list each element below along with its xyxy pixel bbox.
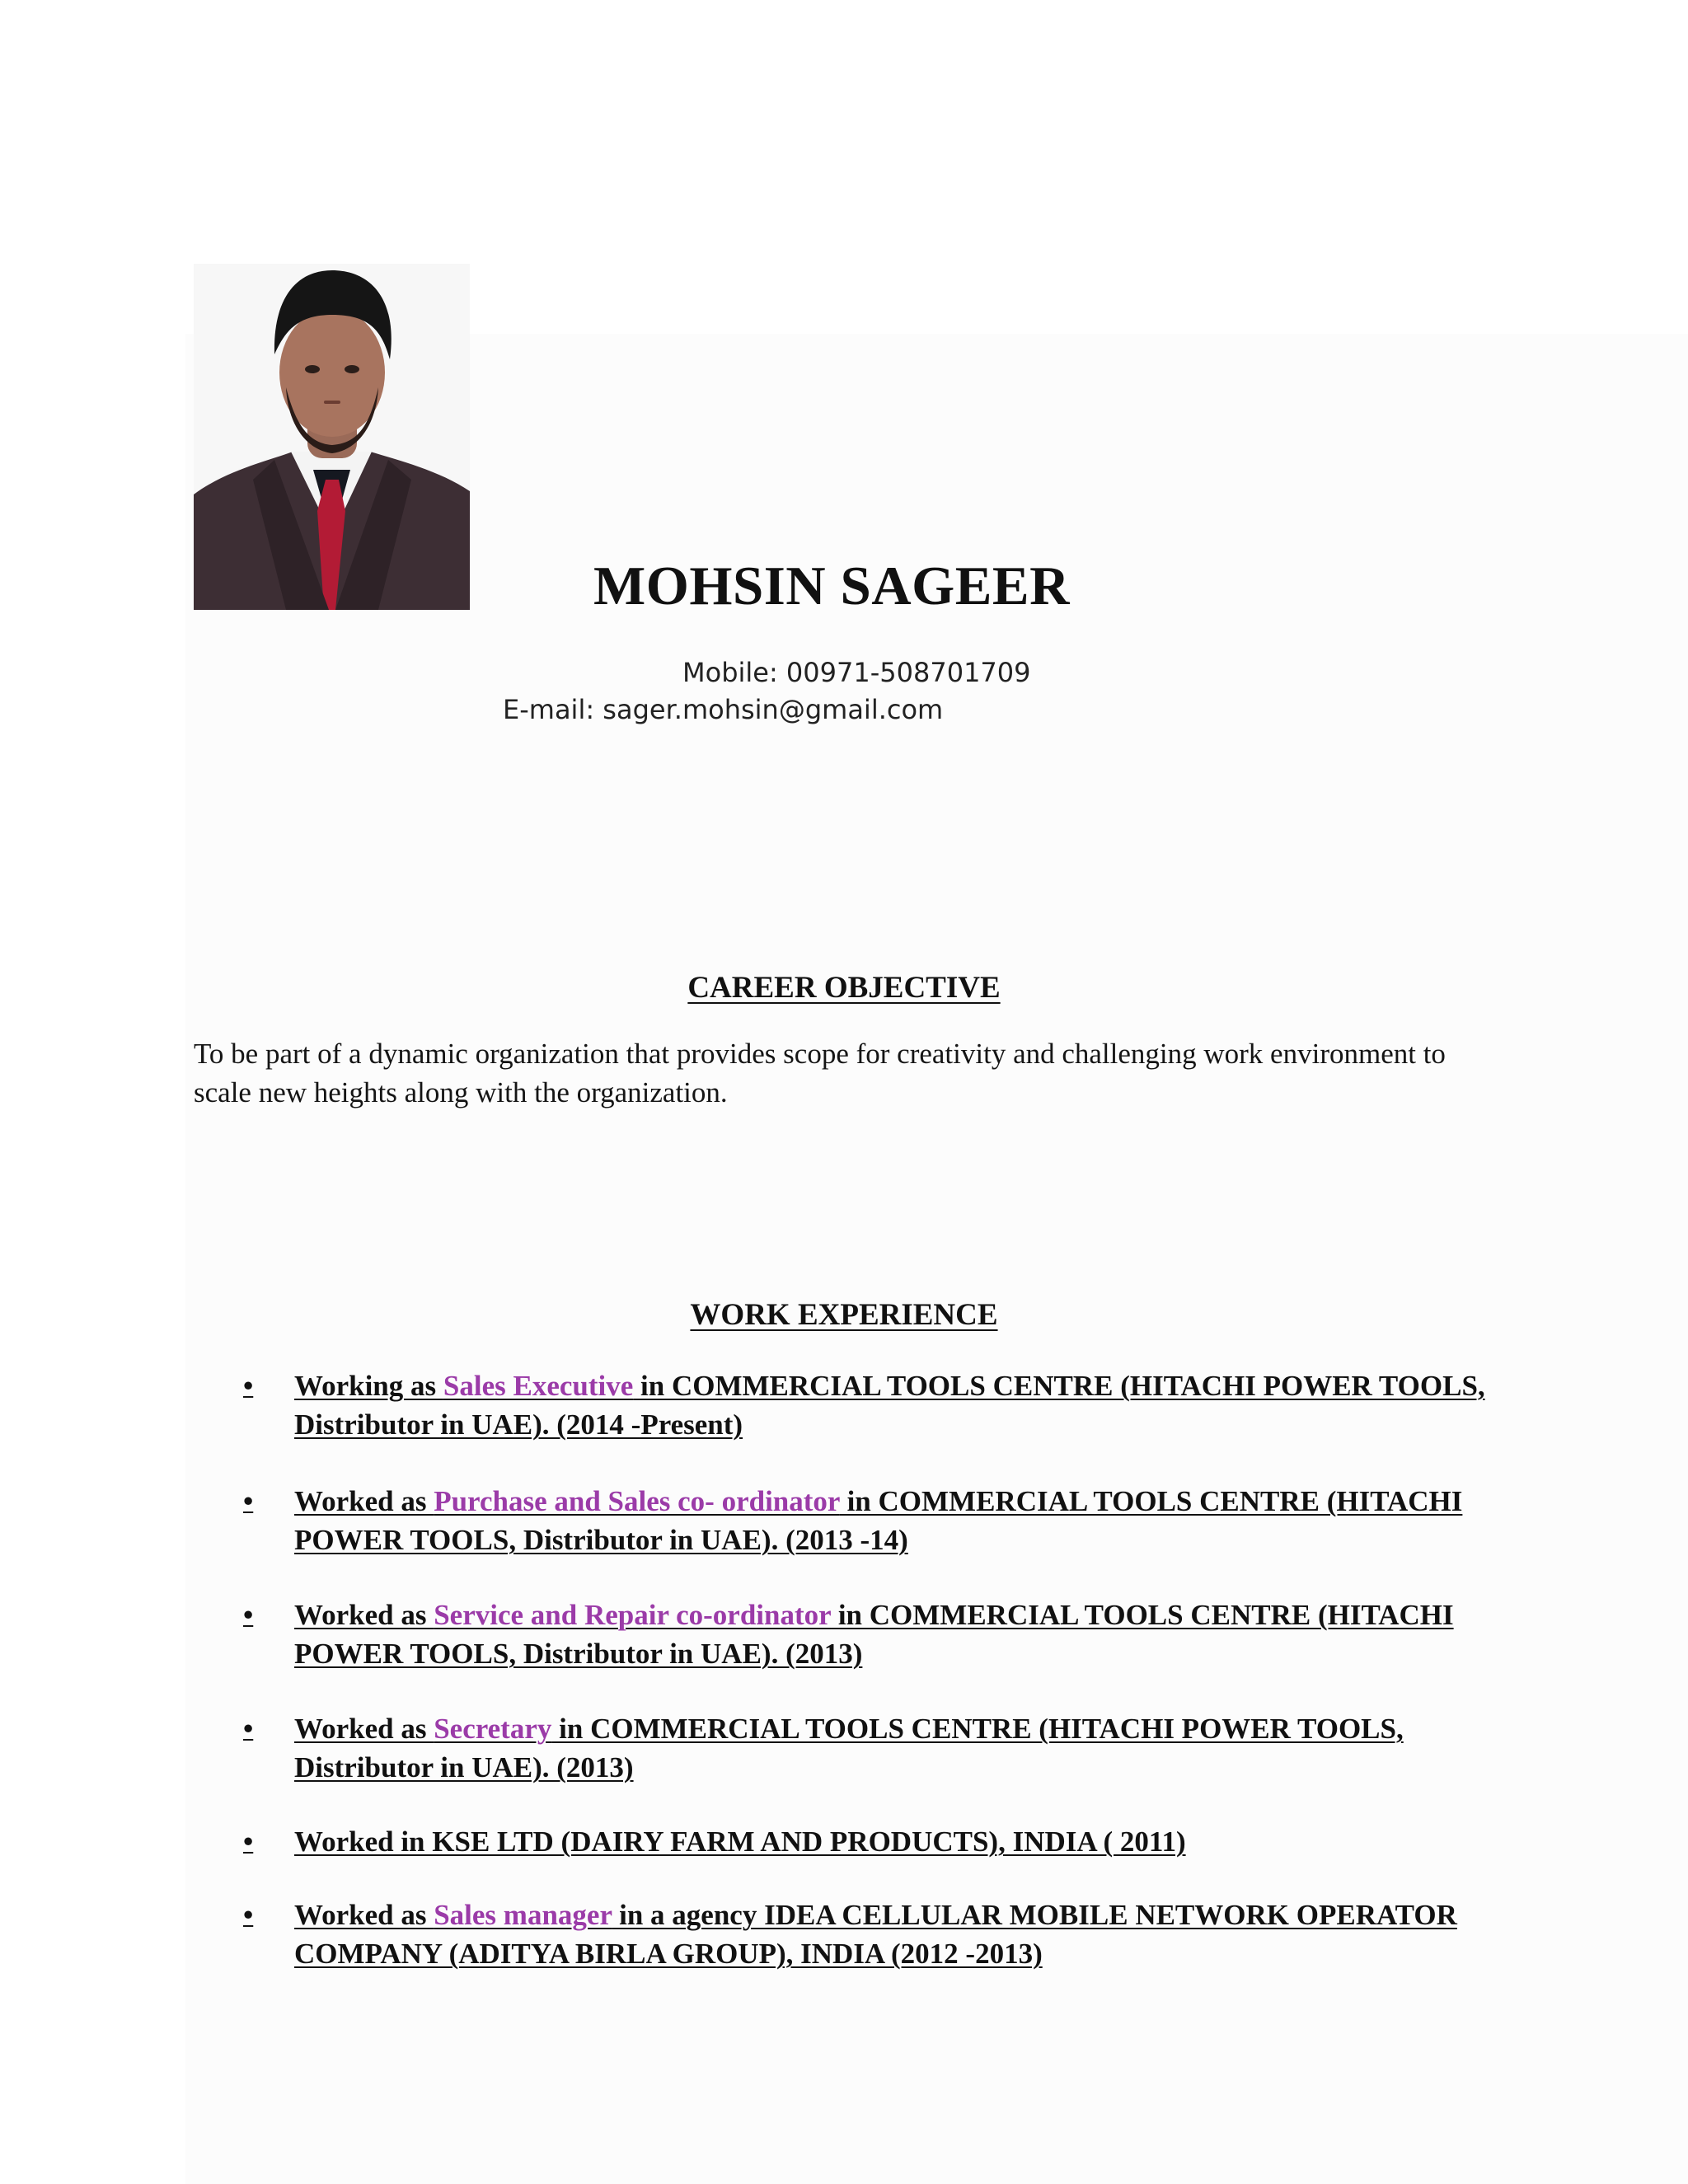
work-experience-text — [294, 1596, 1514, 1673]
experience-details: in a agency IDEA CELLULAR MOBILE NETWORK OPERATOR COMPANY (ADITYA BIRLA GROUP), INDIA (2012 -2013) — [294, 1899, 1457, 1970]
experience-details: in COMMERCIAL TOOLS CENTRE (HITACHI POWER TOOLS, Distributor in UAE). (2013) — [294, 1599, 1454, 1670]
bullet-icon: • — [243, 1599, 254, 1631]
bullet-icon: • — [243, 1370, 254, 1402]
experience-prefix: Working as — [294, 1370, 443, 1402]
job-role: Purchase and Sales co- ordinator — [434, 1485, 840, 1517]
experience-prefix: Worked as — [294, 1899, 434, 1931]
email-address: E-mail: sager.mohsin@gmail.com — [503, 694, 944, 725]
bullet-icon: • — [243, 1485, 254, 1517]
profile-photo — [194, 264, 470, 610]
career-objective-text: To be part of a dynamic organization that provides scope for creativity and challenging work environment to scale new heights along with the organization. — [194, 1038, 1446, 1108]
mobile-number: Mobile: 00971-508701709 — [682, 657, 1031, 688]
experience-prefix: Worked as — [294, 1485, 434, 1517]
bullet-icon: • — [243, 1899, 254, 1931]
work-experience-text — [294, 1482, 1514, 1559]
candidate-name: MOHSIN SAGEER — [593, 555, 1070, 616]
work-experience-text — [294, 1896, 1514, 1973]
job-role: Service and Repair co-ordinator — [434, 1599, 832, 1631]
experience-details: in COMMERCIAL TOOLS CENTRE (HITACHI POWER TOOLS, Distributor in UAE). (2013) — [294, 1713, 1404, 1783]
bullet-icon: • — [243, 1713, 254, 1745]
job-role: Sales manager — [434, 1899, 612, 1931]
job-role: Secretary — [434, 1713, 552, 1745]
career-objective-heading: CAREER OBJECTIVE — [687, 971, 1001, 1005]
work-experience-text — [294, 1822, 1514, 1861]
work-experience-text — [294, 1709, 1514, 1787]
experience-prefix: Worked in KSE LTD (DAIRY FARM AND PRODUCTS), INDIA ( 2011) — [294, 1825, 1186, 1858]
work-experience-text — [294, 1366, 1514, 1444]
portrait-image — [194, 264, 470, 610]
experience-details: in COMMERCIAL TOOLS CENTRE (HITACHI POWER TOOLS, Distributor in UAE). (2014 -Present) — [294, 1370, 1485, 1441]
bullet-icon: • — [243, 1825, 254, 1858]
job-role: Sales Executive — [443, 1370, 634, 1402]
work-experience-heading: WORK EXPERIENCE — [690, 1298, 998, 1332]
experience-prefix: Worked as — [294, 1713, 434, 1745]
experience-details: in COMMERCIAL TOOLS CENTRE (HITACHI POWER TOOLS, Distributor in UAE). (2013 -14) — [294, 1485, 1463, 1556]
experience-prefix: Worked as — [294, 1599, 434, 1631]
